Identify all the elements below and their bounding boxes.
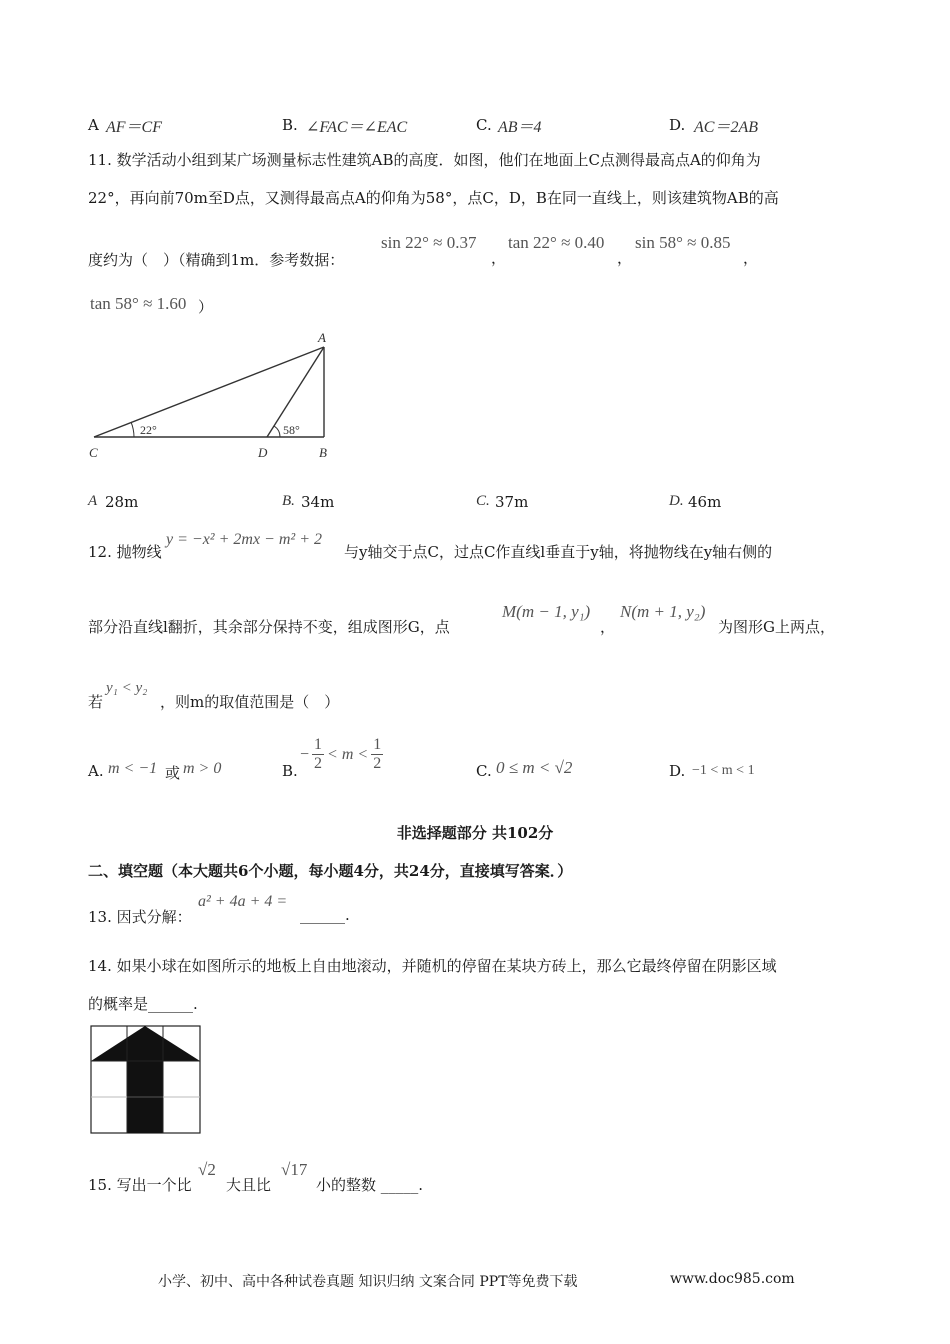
angle-arc-22 <box>131 422 134 437</box>
q10-option-c-letter: C. <box>476 116 492 134</box>
q11-sep-2: ， <box>617 249 633 267</box>
q12-option-a-letter: A. <box>88 762 104 780</box>
q10-option-a-text: AF＝CF <box>106 119 162 136</box>
q11-option-d-letter: D. <box>669 493 684 509</box>
q11-line-2: 22°，再向前70m至D点，又测得最高点A的仰角为58°，点C，D，B在同一直线上，则该建筑物AB的高 <box>88 189 779 207</box>
q12-equation: y = −x² + 2mx − m² + 2 <box>166 531 322 548</box>
footer-url: www.doc985.com <box>670 1271 795 1287</box>
q11-option-c-letter: C. <box>476 493 490 509</box>
label-b: B <box>319 445 327 460</box>
q11-option-a-letter: A <box>88 493 98 509</box>
q14-floor-grid-figure <box>90 1025 202 1135</box>
q12-option-b-frac-left <box>312 736 324 773</box>
q11-option-c-text: 37m <box>495 493 529 511</box>
q13-prefix: 13. 因式分解： <box>88 908 192 926</box>
q13-expression: a² + 4a + 4 = <box>198 893 288 910</box>
q11-sep-3: ， <box>743 249 759 267</box>
q12-option-c-letter: C. <box>476 762 492 780</box>
q10-option-d-text: AC＝2AB <box>694 119 758 136</box>
q11-ref-tan22: tan 22° ≈ 0.40 <box>508 233 605 252</box>
q12-option-a-part2: m > 0 <box>183 760 222 777</box>
q11-line-3: 度约为（ ）（精确到1m．参考数据： <box>88 251 345 269</box>
q11-ref-tan58: tan 58° ≈ 1.60 <box>90 294 187 313</box>
q11-ref-sin22: sin 22° ≈ 0.37 <box>381 233 477 252</box>
q12-option-a-part1: m < −1 <box>108 760 158 777</box>
section-title: 非选择题部分 共102分 <box>396 824 554 842</box>
label-a: A <box>318 330 326 345</box>
q12-option-b-expr <box>300 736 383 773</box>
q12-option-b-middle: < m < <box>327 745 369 763</box>
angle-label-58: 58° <box>283 423 300 437</box>
q10-option-c-text: AB＝4 <box>498 119 542 136</box>
q12-option-c-text: 0 ≤ m < √2 <box>496 758 573 777</box>
q11-sep-1: ， <box>491 249 507 267</box>
q15-suffix: 小的整数 _____. <box>316 1176 424 1194</box>
q15-prefix: 15. 写出一个比 <box>88 1176 192 1194</box>
q12-option-d-text: −1 < m < 1 <box>692 763 755 778</box>
q10-option-b-text: ∠FAC＝∠EAC <box>306 119 408 136</box>
q12-line-2-end: 为图形G上两点， <box>718 618 835 636</box>
q10-option-d-letter: D. <box>669 116 686 134</box>
q12-prefix: 12. 抛物线 <box>88 543 162 561</box>
q12-option-b-frac-right <box>371 736 383 773</box>
frac-numerator: 1 <box>314 736 323 753</box>
angle-label-22: 22° <box>140 423 157 437</box>
q12-point-n: N(m + 1, y₂) <box>620 602 706 621</box>
label-c: C <box>89 445 98 460</box>
q11-ref-sin58: sin 58° ≈ 0.85 <box>635 233 731 252</box>
q12-line-3-rest: ，则m的取值范围是（ ） <box>160 693 340 711</box>
q11-triangle-figure <box>80 326 350 466</box>
q12-line-3-prefix: 若 <box>88 693 104 711</box>
frac-numerator: 1 <box>373 736 382 753</box>
q14-line-1: 14. 如果小球在如图所示的地板上自由地滚动，并随机的停留在某块方砖上，那么它最终停留在阴影区域 <box>88 957 777 975</box>
q12-condition: y₁ < y₂ <box>106 680 148 696</box>
frac-denominator: 2 <box>314 755 323 772</box>
q15-root-2: √2 <box>198 1160 216 1179</box>
q10-option-a-letter: A <box>88 116 99 134</box>
frac-denominator: 2 <box>373 755 382 772</box>
q11-option-d-text: 46m <box>688 493 722 511</box>
q12-line-1-rest: 与y轴交于点C，过点C作直线l垂直于y轴，将抛物线在y轴右侧的 <box>344 543 773 561</box>
angle-arc-58 <box>274 426 280 437</box>
q11-option-a-text: 28m <box>105 493 139 511</box>
q12-option-b-letter: B. <box>282 762 298 780</box>
q12-option-d-letter: D. <box>669 762 686 780</box>
q12-comma: ， <box>600 618 616 636</box>
label-d: D <box>258 445 268 460</box>
q13-blank: ______. <box>300 906 350 924</box>
q10-option-b-letter: B. <box>282 116 298 134</box>
q12-option-a-or: 或 <box>165 764 181 782</box>
q12-option-b-minus: − <box>300 745 310 763</box>
q12-point-m: M(m − 1, y₁) <box>502 602 591 621</box>
q15-middle: 大且比 <box>226 1176 272 1194</box>
q11-option-b-text: 34m <box>301 493 335 511</box>
q12-line-2-text: 部分沿直线l翻折，其余部分保持不变，组成图形G，点 <box>88 618 450 636</box>
q14-line-2: 的概率是______. <box>88 995 198 1013</box>
q11-line-1: 11. 数学活动小组到某广场测量标志性建筑AB的高度．如图，他们在地面上C点测得最高点A的仰角为 <box>88 151 761 169</box>
footer-text: 小学、初中、高中各种试卷真题 知识归纳 文案合同 PPT等免费下载 <box>158 1274 578 1290</box>
q15-root-17: √17 <box>281 1160 308 1179</box>
section-subtitle: 二、填空题（本大题共6个小题，每小题4分，共24分，直接填写答案．） <box>88 862 573 880</box>
q11-close-paren: ） <box>198 298 214 316</box>
q11-option-b-letter: B. <box>282 493 295 509</box>
